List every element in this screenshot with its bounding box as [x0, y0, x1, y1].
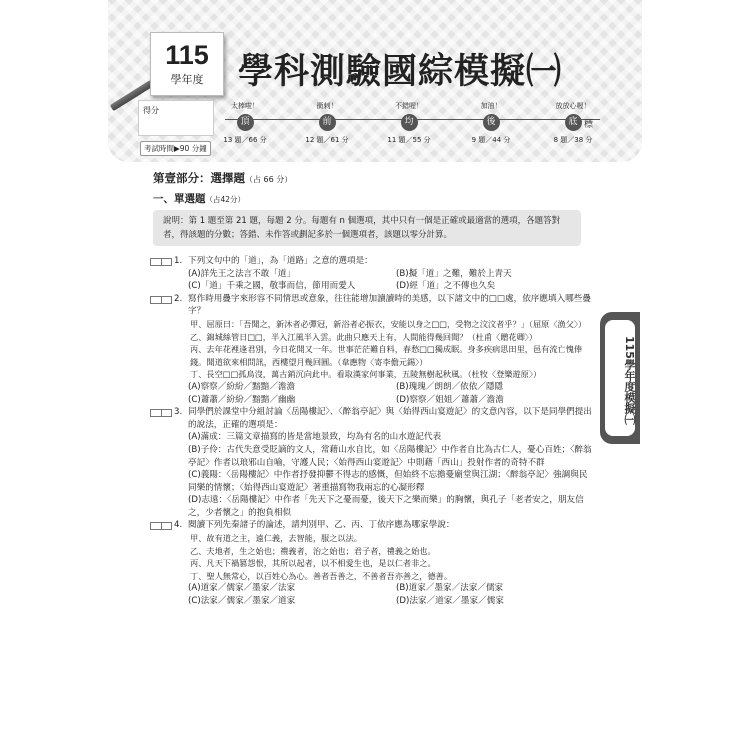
- section-title: [153, 170, 292, 186]
- option-grid: [188, 381, 595, 406]
- question: [150, 519, 595, 607]
- answer-option[interactable]: (A)詳先王之法言不敢「道」: [188, 268, 296, 279]
- milestone: [528, 101, 618, 145]
- answer-box[interactable]: [150, 409, 172, 417]
- time-tag: 考試時間▶90 分鐘: [140, 141, 211, 156]
- milestone-requirement: 9 題／44 分: [471, 136, 511, 144]
- subsection-title-text: 一、單選題: [153, 193, 206, 205]
- subsection-title: [153, 191, 245, 206]
- question-number: 1.: [174, 256, 183, 266]
- question: [150, 255, 595, 293]
- milestone-requirement: 8 題／38 分: [553, 136, 593, 144]
- question-number: 2.: [174, 293, 183, 304]
- question-quote: 丁、聖人無常心，以百姓心為心。善者吾善之，不善者吾亦善之，德善。: [190, 570, 453, 581]
- instructions: 說明：第 1 題至第 21 題，每題 2 分。每題有 n 個選項，其中只有一個是正確或最適當的選項，各題答對者，得該題的分數；答錯、未作答或劃記多於一個選項者，該題以零分計算。: [153, 210, 581, 246]
- question-quote: 乙、夫地者，生之始也；禮義者，治之始也；君子者，禮義之始也。: [190, 545, 436, 556]
- milestone: [282, 101, 372, 145]
- question-number: 4.: [174, 520, 183, 531]
- question: [150, 406, 595, 519]
- milestone-cheer: 不錯喔！: [395, 102, 423, 110]
- page-title: 學科測驗國綜模擬㈠: [238, 52, 563, 92]
- milestone-suffix: 標: [584, 120, 594, 130]
- answer-option[interactable]: (A)道家／儒家／墨家／法家: [188, 583, 296, 594]
- milestone: [446, 101, 536, 145]
- question-quote: 丙、去年花裡逢君別，今日花開又一年。世事茫茫難自料，春愁□□獨成眠。身多疾病思田里，邑有流亡愧俸錢。聞道欲來相問訊，西樓望月幾回圓。（韋應物〈寄李儋元錫〉）: [190, 344, 583, 367]
- question-quote: 丙、凡天下禍篡怨恨，其所以起者，以不相愛生也，是以仁者非之。: [190, 558, 436, 569]
- milestone: [200, 101, 290, 145]
- question-quote: 乙、錦城絲管日□□，半入江風半入雲。此曲只應天上有，人間能得幾回聞？（杜甫〈贈花卿〉）: [190, 331, 538, 342]
- question-stem: 閱讀下列先秦諸子的論述，請判別甲、乙、丙、丁依序應為哪家學說：: [188, 520, 455, 531]
- answer-box[interactable]: [150, 258, 172, 266]
- question-quote: 甲、屈原曰：「吾聞之，新沐者必彈冠，新浴者必振衣，安能以身之□□，受物之汶汶者乎？」（屈原〈漁父〉）: [190, 318, 587, 329]
- answer-option[interactable]: (B)擬「道」之難，難於上青天: [396, 268, 512, 279]
- year-number: 115: [165, 40, 209, 70]
- answer-option[interactable]: (A)察察／紛紛／黯黯／澹澹: [188, 381, 296, 392]
- answer-option[interactable]: (A)滿成：三篇文章描寫的皆是當地景致，均為有名的山水遊記代表: [188, 432, 442, 443]
- answer-option[interactable]: (C)蕭蕭／紛紛／黯黯／幽幽: [188, 394, 296, 405]
- milestone-cheer: 太棒啦！: [231, 102, 259, 110]
- question-stem: 下列文句中的「道」，為「道路」之意的選項是：: [188, 256, 373, 266]
- question: [150, 293, 595, 406]
- answer-option[interactable]: (D)察察／姐姐／蕭蕭／澹澹: [396, 394, 504, 405]
- answer-option[interactable]: (B)道家／墨家／法家／儒家: [396, 583, 504, 594]
- milestone-requirement: 12 題／61 分: [305, 136, 349, 144]
- answer-option[interactable]: (C)義陽：〈岳陽樓記〉中作者抒發抑鬱不得志的感慨，但始終不忘擔憂廟堂與江湖；〈醉翁亭記〉強調與民同樂的情懷；〈始得西山宴遊記〉著重描寫物我兩忘的心凝形釋: [188, 470, 588, 493]
- milestone-mark: 後: [483, 114, 500, 131]
- milestone-cheer: 放放心喔！: [555, 102, 591, 110]
- question-quote: 甲、故有道之主，遠仁義，去智能，服之以法。: [190, 533, 362, 544]
- milestone-mark: 底: [565, 114, 582, 131]
- side-tab-label: 115學年度模擬㈠: [605, 320, 635, 436]
- option-grid: [188, 582, 595, 607]
- milestone-requirement: 11 題／55 分: [387, 136, 431, 144]
- subsection-title-sub: （占42分）: [205, 195, 246, 204]
- milestone-mark: 頂: [237, 114, 254, 131]
- answer-option[interactable]: (C)法家／儒家／墨家／道家: [188, 596, 296, 607]
- question-quote: 丁、長空□□孤鳥沒，萬古銷沉向此中。看取漢家何事業，五陵無樹起秋風。（杜牧〈登樂遊原〉）: [190, 369, 542, 380]
- question-number: 3.: [174, 407, 183, 418]
- milestone-requirement: 13 題／66 分: [223, 136, 267, 144]
- answer-option[interactable]: (B)子伶：古代失意受貶謫的文人，常藉山水自比，如〈岳陽樓記〉中作者自比為古仁人，憂心百姓；〈醉翁亭記〉作者以琅邪山自喻，守護人民；〈始得西山宴遊記〉中則藉「西山」投射作者的奇特不群: [188, 444, 592, 468]
- answer-box[interactable]: [150, 522, 172, 530]
- option-grid: [188, 268, 595, 293]
- year-card: [150, 32, 224, 96]
- answer-option[interactable]: (D)經「道」之不傳也久矣: [396, 281, 496, 292]
- year-label: 學年度: [170, 73, 204, 86]
- side-tab: [600, 312, 640, 444]
- section-title-sub: （占 66 分）: [245, 175, 293, 184]
- answer-option[interactable]: (C)「道」千乘之國，敬事而信，節用而愛人: [188, 281, 356, 292]
- question-stem: 寫作時用疊字來形容不同情思或意象，往往能增加讀讀時的美感，以下諸文中的□□處，依序應填入哪些疊字？: [188, 293, 591, 317]
- milestone-mark: 均: [401, 114, 418, 131]
- question-stem: 同學們於課堂中分組討論〈岳陽樓記〉、〈醉翁亭記〉與〈始得西山宴遊記〉的文意內容，以下是同學們提出的說法，正確的選項是：: [188, 407, 592, 430]
- milestone-cheer: 衝刺！: [316, 102, 338, 110]
- answer-option[interactable]: (B)瑰瑰／朗朗／依依／隱隱: [396, 381, 504, 392]
- answer-option[interactable]: (D)法家／道家／墨家／儒家: [396, 596, 504, 607]
- section-title-text: 第壹部分：選擇題: [153, 171, 245, 185]
- milestone: [364, 101, 454, 145]
- score-label: 得分: [143, 106, 159, 115]
- milestone-mark: 前: [319, 114, 336, 131]
- question-list: [150, 255, 595, 608]
- answer-box[interactable]: [150, 296, 172, 304]
- milestone-cheer: 加油！: [480, 102, 502, 110]
- answer-option[interactable]: (D)志遠：〈岳陽樓記〉中作者「先天下之憂而憂，後天下之樂而樂」的胸懷，與孔子「老者安之，朋友信之，少者懷之」的抱負相似: [188, 495, 584, 518]
